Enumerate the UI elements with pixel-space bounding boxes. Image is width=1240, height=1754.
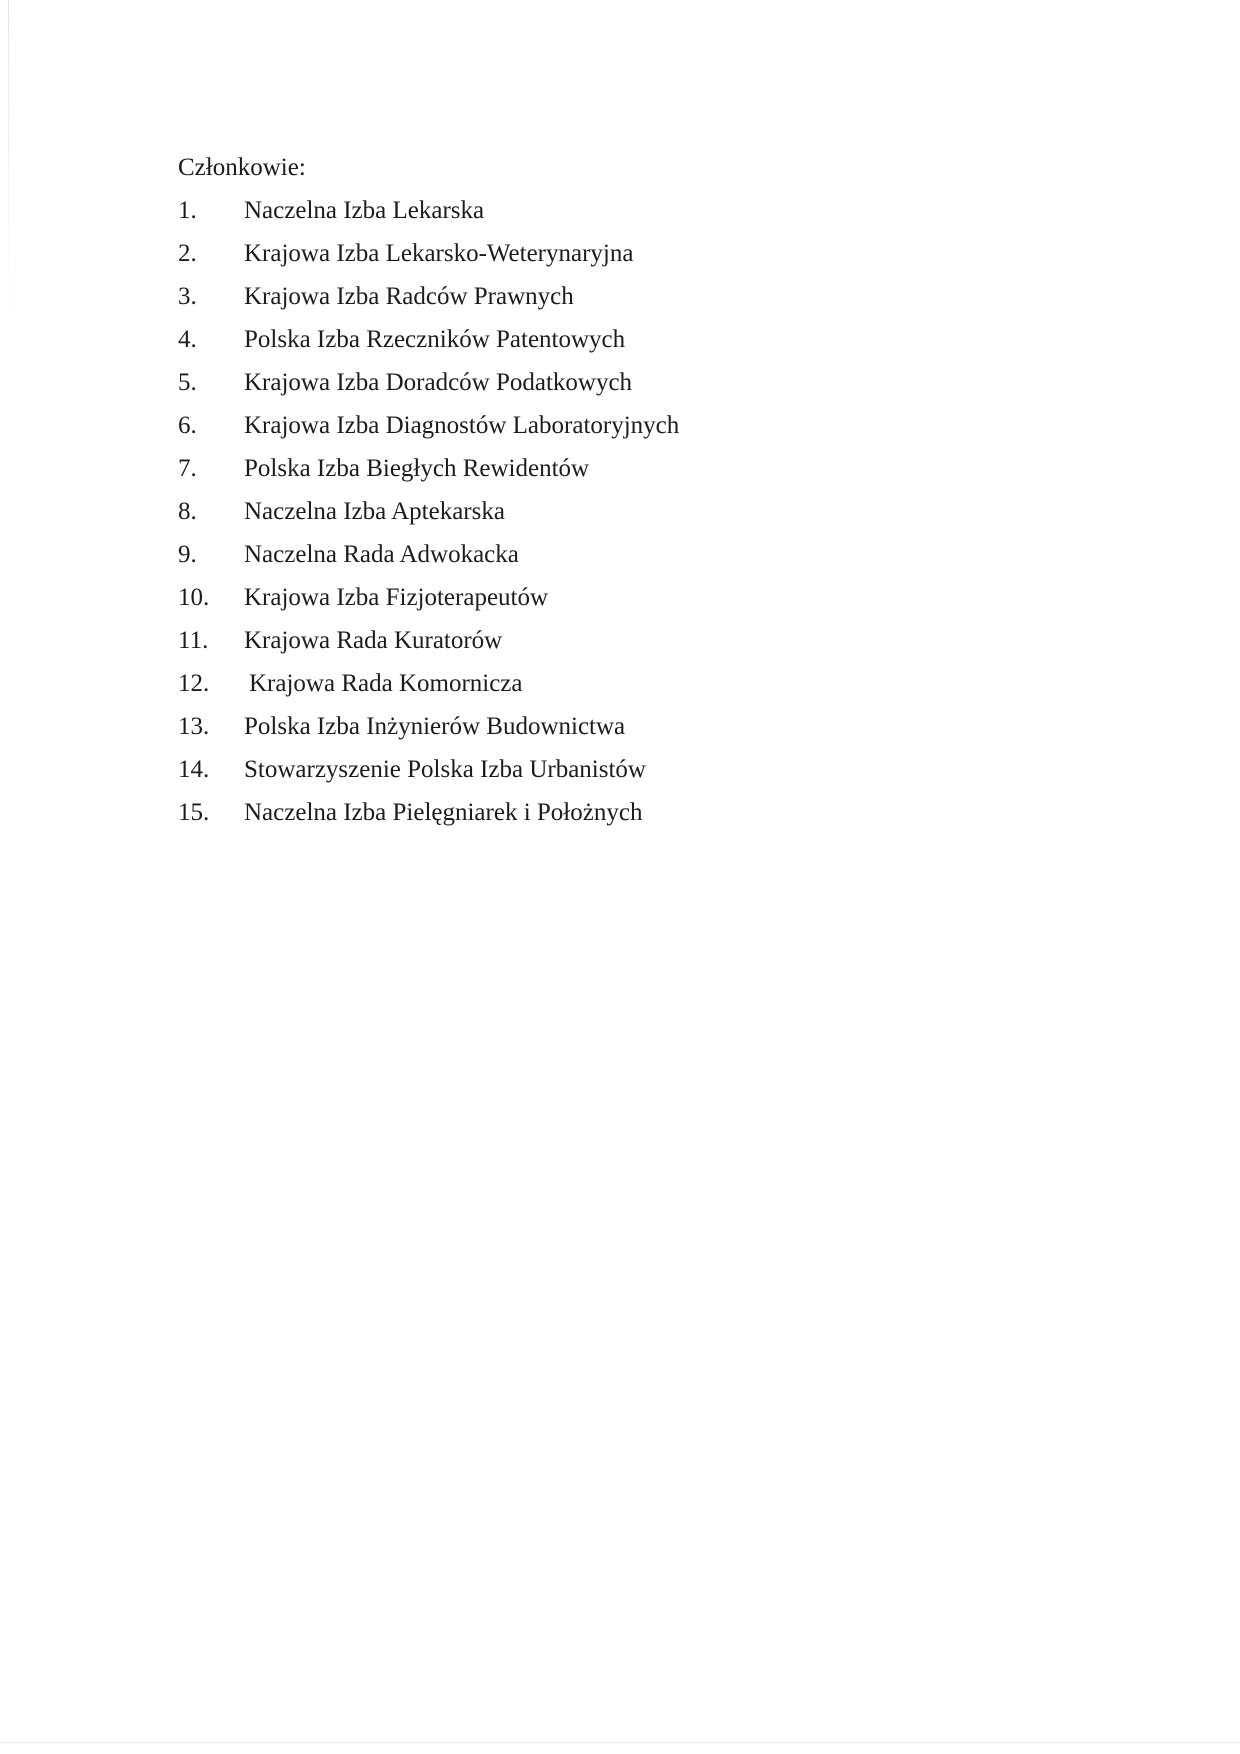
item-number: 2. — [178, 240, 197, 267]
item-number: 9. — [178, 541, 197, 568]
item-name: Polska Izba Biegłych Rewidentów — [244, 455, 590, 482]
item-name: Stowarzyszenie Polska Izba Urbanistów — [244, 756, 646, 783]
item-number: 5. — [178, 369, 197, 396]
item-number: 14. — [178, 756, 210, 783]
item-number: 13. — [178, 713, 210, 740]
scan-bottom-line — [0, 1742, 1240, 1743]
scan-edge-line — [8, 0, 9, 320]
members-heading: Członkowie: — [178, 154, 306, 181]
list-item — [178, 410, 679, 453]
item-number: 15. — [178, 799, 210, 826]
list-item — [178, 238, 679, 281]
item-number: 3. — [178, 283, 197, 310]
item-name: Krajowa Rada Kuratorów — [244, 627, 503, 654]
item-number: 11. — [178, 627, 209, 654]
list-item — [178, 668, 679, 711]
list-item — [178, 539, 679, 582]
item-name: Krajowa Izba Lekarsko-Weterynaryjna — [244, 240, 634, 267]
item-name: Polska Izba Inżynierów Budownictwa — [244, 713, 626, 740]
item-name: Polska Izba Rzeczników Patentowych — [244, 326, 626, 353]
list-item — [178, 324, 679, 367]
list-item — [178, 367, 679, 410]
list-item — [178, 453, 679, 496]
item-number: 12. — [178, 670, 210, 697]
item-name: Naczelna Rada Adwokacka — [244, 541, 519, 568]
item-name: Krajowa Izba Radców Prawnych — [244, 283, 574, 310]
item-number: 4. — [178, 326, 197, 353]
list-item — [178, 496, 679, 539]
item-number: 7. — [178, 455, 197, 482]
item-number: 8. — [178, 498, 197, 525]
item-name: Krajowa Rada Komornicza — [249, 670, 523, 697]
members-list — [178, 195, 679, 840]
item-number: 10. — [178, 584, 210, 611]
item-name: Naczelna Izba Aptekarska — [244, 498, 505, 525]
item-number: 6. — [178, 412, 197, 439]
list-item — [178, 797, 679, 840]
list-item — [178, 711, 679, 754]
item-name: Naczelna Izba Pielęgniarek i Położnych — [244, 799, 643, 826]
list-item — [178, 195, 679, 238]
item-name: Krajowa Izba Fizjoterapeutów — [244, 584, 549, 611]
list-item — [178, 754, 679, 797]
list-item — [178, 281, 679, 324]
item-name: Naczelna Izba Lekarska — [244, 197, 485, 224]
list-item — [178, 625, 679, 668]
item-name: Krajowa Izba Doradców Podatkowych — [244, 369, 633, 396]
item-name: Krajowa Izba Diagnostów Laboratoryjnych — [244, 412, 680, 439]
item-number: 1. — [178, 197, 197, 224]
list-item — [178, 582, 679, 625]
